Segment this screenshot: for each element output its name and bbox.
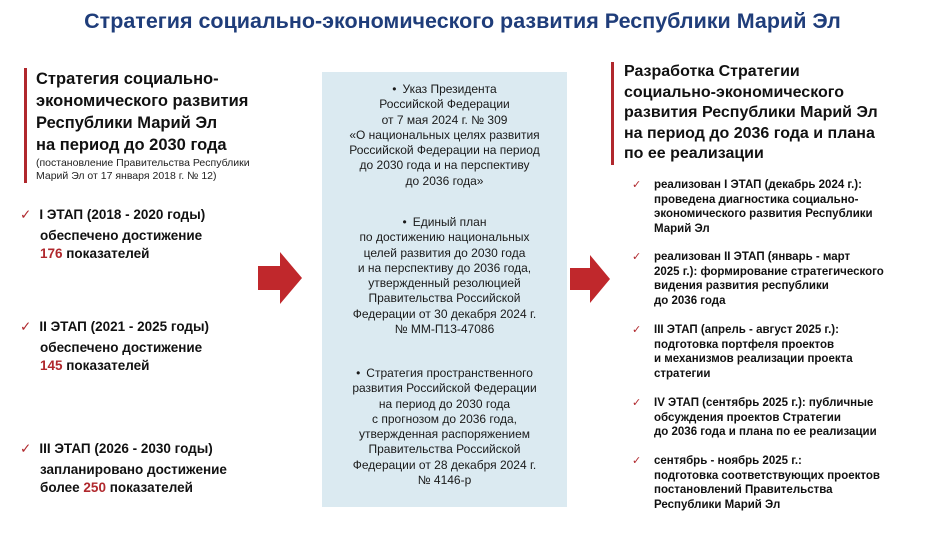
checkmark-icon: ✓ bbox=[632, 251, 642, 263]
right-item-line: экономического развития Республики bbox=[654, 208, 873, 220]
document-line-text: Указ Президента bbox=[402, 82, 497, 96]
stage-suffix: показателей bbox=[62, 246, 150, 261]
left-note bbox=[36, 157, 250, 183]
document-line: до 2030 года и на перспективу bbox=[359, 158, 530, 173]
bullet-icon: • bbox=[392, 82, 397, 96]
right-item-line: III ЭТАП (апрель - август 2025 г.): bbox=[654, 324, 839, 336]
stage-heading bbox=[20, 207, 205, 223]
stage-suffix: показателей bbox=[62, 358, 150, 373]
right-item-line: Марий Эл bbox=[654, 222, 710, 235]
stage-line bbox=[40, 357, 209, 375]
stage-3 bbox=[20, 441, 227, 497]
document-line: Российской Федерации bbox=[379, 97, 510, 112]
stage-1 bbox=[20, 207, 205, 263]
right-item-line: 2025 г.): формирование стратегического bbox=[654, 265, 884, 278]
right-item-line: реализован I ЭТАП (декабрь 2024 г.): bbox=[654, 179, 862, 191]
document-line bbox=[322, 215, 567, 230]
stage-suffix: показателей bbox=[105, 480, 193, 495]
right-heading-line: на период до 2036 года и плана bbox=[624, 124, 875, 142]
stage-number: 176 bbox=[40, 246, 63, 261]
right-item-line: Республики Марий Эл bbox=[654, 498, 781, 511]
checkmark-icon: ✓ bbox=[632, 324, 642, 336]
stage-text bbox=[40, 461, 227, 497]
document-item bbox=[322, 215, 567, 337]
document-line: на период до 2030 года bbox=[378, 396, 511, 411]
document-line-text: Единый план bbox=[412, 215, 487, 229]
document-line bbox=[322, 366, 567, 381]
right-item-line: подготовка портфеля проектов bbox=[654, 338, 835, 351]
right-item-4 bbox=[632, 396, 916, 440]
document-line: целей развития до 2030 года bbox=[363, 245, 526, 260]
right-item-line: подготовка соответствующих проектов bbox=[654, 469, 880, 482]
stage-line: запланировано достижение bbox=[40, 462, 227, 477]
stage-heading bbox=[20, 441, 227, 457]
right-item-2 bbox=[632, 250, 916, 308]
document-line: по достижению национальных bbox=[359, 230, 530, 245]
right-item-line: до 2036 года bbox=[654, 294, 726, 307]
right-item-line: проведена диагностика социально- bbox=[654, 193, 859, 206]
document-line: с прогнозом до 2036 года, bbox=[372, 411, 517, 426]
stage-text bbox=[40, 227, 205, 263]
stage-number: 250 bbox=[83, 480, 106, 495]
stage-text bbox=[40, 339, 209, 375]
right-item-line: стратегии bbox=[654, 367, 711, 380]
document-line: Российской Федерации на период bbox=[349, 143, 540, 158]
document-line: Федерации от 30 декабря 2024 г. bbox=[352, 306, 537, 321]
right-item-line: реализован II ЭТАП (январь - март bbox=[654, 251, 851, 263]
stage-heading-text: II ЭТАП (2021 - 2025 годы) bbox=[39, 319, 210, 334]
checkmark-icon: ✓ bbox=[632, 179, 642, 191]
right-item-line: обсуждения проектов Стратегии bbox=[654, 411, 841, 424]
stage-2 bbox=[20, 319, 209, 375]
left-note-line: Марий Эл от 17 января 2018 г. № 12) bbox=[36, 170, 217, 182]
right-item-3 bbox=[632, 323, 916, 381]
checkmark-icon: ✓ bbox=[632, 455, 642, 467]
left-heading-line: Стратегия социально- bbox=[36, 70, 219, 88]
left-heading-block bbox=[24, 68, 250, 183]
stage-prefix: более bbox=[40, 480, 84, 495]
right-item-line: до 2036 года и плана по ее реализации bbox=[654, 426, 877, 438]
right-item-5 bbox=[632, 454, 916, 512]
document-line: № 4146-р bbox=[417, 473, 472, 488]
right-item-line: сентябрь - ноябрь 2025 г.: bbox=[654, 455, 802, 467]
right-item-1 bbox=[632, 178, 916, 236]
right-heading-line: развития Республики Марий Эл bbox=[624, 104, 878, 121]
right-heading-line: социально-экономического bbox=[624, 83, 844, 101]
document-line: № ММ-П13-47086 bbox=[394, 322, 495, 337]
stage-line bbox=[40, 479, 227, 497]
document-line: развития Российской Федерации bbox=[352, 381, 537, 396]
left-heading-line: экономического развития bbox=[36, 92, 249, 110]
right-heading-line: по ее реализации bbox=[624, 145, 764, 162]
document-line: утвержденный резолюцией bbox=[368, 276, 521, 291]
document-item bbox=[322, 82, 567, 189]
document-line: утвержденная распоряжением bbox=[358, 427, 531, 442]
right-item-line: постановлений Правительства bbox=[654, 484, 833, 496]
checkmark-icon: ✓ bbox=[20, 319, 32, 334]
bullet-icon: • bbox=[402, 215, 407, 229]
page-title: Стратегия социально-экономического развития Республики Марий Эл bbox=[84, 9, 841, 33]
document-line: Федерации от 28 декабря 2024 г. bbox=[352, 457, 537, 472]
documents-panel bbox=[322, 72, 567, 507]
stage-heading-text: I ЭТАП (2018 - 2020 годы) bbox=[39, 207, 206, 222]
document-line-text: Стратегия пространственного bbox=[366, 366, 533, 380]
left-heading-line: Республики Марий Эл bbox=[36, 114, 218, 132]
document-line: «О национальных целях развития bbox=[349, 127, 540, 142]
left-note-line: (постановление Правительства Республики bbox=[36, 157, 250, 169]
stage-number: 145 bbox=[40, 358, 63, 373]
left-heading-line: на период до 2030 года bbox=[36, 136, 227, 154]
document-line: и на перспективу до 2036 года, bbox=[357, 260, 532, 275]
document-line: от 7 мая 2024 г. № 309 bbox=[381, 112, 508, 127]
document-line: Правительства Российской bbox=[368, 442, 521, 457]
document-item bbox=[322, 366, 567, 488]
document-line: Правительства Российской bbox=[368, 291, 521, 306]
document-line bbox=[322, 82, 567, 97]
stage-line bbox=[40, 245, 205, 263]
stage-heading bbox=[20, 319, 209, 335]
right-heading-block bbox=[611, 62, 878, 165]
stage-line: обеспечено достижение bbox=[40, 340, 203, 355]
checkmark-icon: ✓ bbox=[632, 397, 642, 409]
stage-line: обеспечено достижение bbox=[40, 228, 203, 243]
right-item-line: видения развития республики bbox=[654, 280, 829, 292]
stage-heading-text: III ЭТАП (2026 - 2030 годы) bbox=[39, 441, 213, 456]
checkmark-icon: ✓ bbox=[20, 207, 32, 222]
right-arrow-icon bbox=[570, 255, 610, 303]
document-line: до 2036 года» bbox=[405, 173, 484, 188]
right-heading bbox=[624, 62, 878, 165]
checkmark-icon: ✓ bbox=[20, 441, 32, 456]
right-item-line: и механизмов реализации проекта bbox=[654, 353, 853, 365]
left-heading bbox=[36, 68, 250, 156]
right-item-line: IV ЭТАП (сентябрь 2025 г.): публичные bbox=[654, 397, 874, 409]
right-heading-line: Разработка Стратегии bbox=[624, 63, 800, 80]
bullet-icon: • bbox=[356, 366, 361, 380]
right-arrow-icon bbox=[258, 252, 302, 304]
